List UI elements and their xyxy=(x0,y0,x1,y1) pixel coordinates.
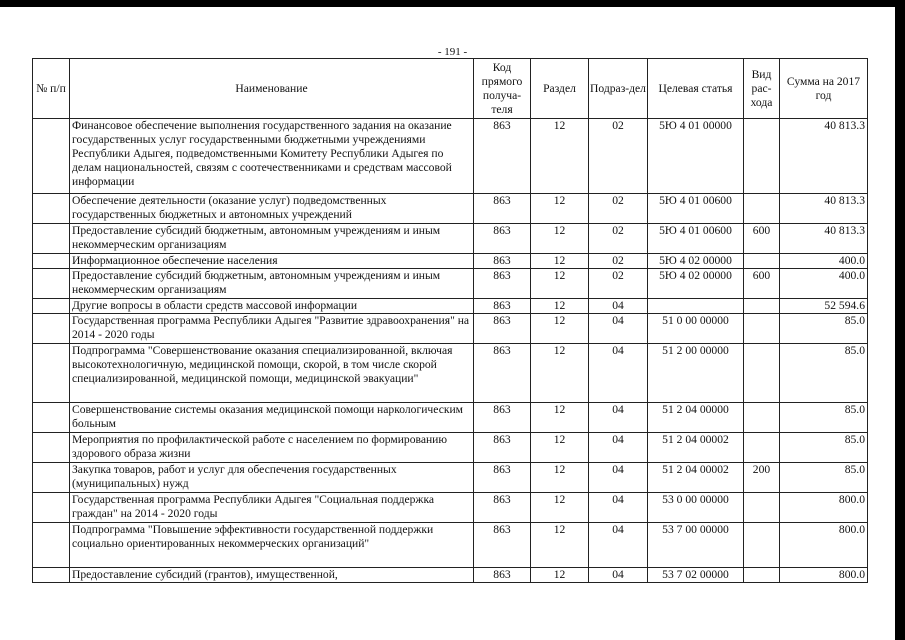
cell-num xyxy=(33,463,70,493)
cell-num xyxy=(33,568,70,583)
header-code: Код прямого получа-теля xyxy=(474,59,531,119)
cell-code: 863 xyxy=(474,463,531,493)
cell-name: Подпрограмма "Совершенствование оказания специализированной, включая высокотехнологичную, медицинской помощи, скорой, в том числе скорой специализированной, медицинской помощи, медицинской эвакуации" xyxy=(70,344,474,403)
cell-subsection: 04 xyxy=(589,463,648,493)
table-row xyxy=(33,523,868,568)
cell-name: Совершенствование системы оказания медицинской помощи наркологическим больным xyxy=(70,403,474,433)
scan-top-border xyxy=(0,0,905,7)
cell-code: 863 xyxy=(474,403,531,433)
cell-subsection: 04 xyxy=(589,433,648,463)
cell-target: 5Ю 4 01 00600 xyxy=(648,194,744,224)
cell-target: 5Ю 4 02 00000 xyxy=(648,254,744,269)
header-amount: Сумма на 2017 год xyxy=(780,59,868,119)
cell-num xyxy=(33,194,70,224)
cell-expense xyxy=(744,403,780,433)
cell-num xyxy=(33,224,70,254)
table-row xyxy=(33,194,868,224)
cell-num xyxy=(33,314,70,344)
cell-name: Обеспечение деятельности (оказание услуг) подведомственных государственных бюджетных и автономных учреждений xyxy=(70,194,474,224)
table-row xyxy=(33,433,868,463)
table-row xyxy=(33,403,868,433)
table-row xyxy=(33,344,868,403)
cell-name: Предоставление субсидий (грантов), имущественной, xyxy=(70,568,474,583)
cell-num xyxy=(33,119,70,194)
cell-amount: 800.0 xyxy=(780,493,868,523)
cell-section: 12 xyxy=(531,314,589,344)
cell-target: 53 7 00 00000 xyxy=(648,523,744,568)
cell-subsection: 04 xyxy=(589,493,648,523)
cell-amount: 85.0 xyxy=(780,314,868,344)
cell-subsection: 04 xyxy=(589,314,648,344)
cell-expense xyxy=(744,314,780,344)
cell-name: Другие вопросы в области средств массовой информации xyxy=(70,299,474,314)
cell-expense: 600 xyxy=(744,224,780,254)
cell-section: 12 xyxy=(531,523,589,568)
cell-subsection: 04 xyxy=(589,299,648,314)
table-row xyxy=(33,568,868,583)
table-row xyxy=(33,463,868,493)
cell-num xyxy=(33,403,70,433)
cell-name: Государственная программа Республики Адыгея "Социальная поддержка граждан" на 2014 - 2020 годы xyxy=(70,493,474,523)
cell-amount: 40 813.3 xyxy=(780,194,868,224)
table-row xyxy=(33,269,868,299)
table-row xyxy=(33,314,868,344)
table-row xyxy=(33,299,868,314)
page-number: - 191 - xyxy=(437,46,468,58)
cell-target: 51 2 04 00002 xyxy=(648,463,744,493)
cell-name: Подпрограмма "Повышение эффективности государственной поддержки социально ориентированных некоммерческих организаций" xyxy=(70,523,474,568)
table-row xyxy=(33,254,868,269)
cell-code: 863 xyxy=(474,568,531,583)
table-body xyxy=(33,119,868,583)
cell-subsection: 02 xyxy=(589,269,648,299)
cell-expense xyxy=(744,433,780,463)
cell-section: 12 xyxy=(531,119,589,194)
cell-expense xyxy=(744,119,780,194)
cell-section: 12 xyxy=(531,299,589,314)
cell-code: 863 xyxy=(474,299,531,314)
cell-target: 53 7 02 00000 xyxy=(648,568,744,583)
cell-name: Предоставление субсидий бюджетным, автономным учреждениям и иным некоммерческим организациям xyxy=(70,224,474,254)
table-row xyxy=(33,224,868,254)
header-target: Целевая статья xyxy=(648,59,744,119)
cell-amount: 40 813.3 xyxy=(780,224,868,254)
cell-target xyxy=(648,299,744,314)
header-section: Раздел xyxy=(531,59,589,119)
cell-target: 5Ю 4 02 00000 xyxy=(648,269,744,299)
cell-name: Предоставление субсидий бюджетным, автономным учреждениям и иным некоммерческим организациям xyxy=(70,269,474,299)
header-subsection: Подраз-дел xyxy=(589,59,648,119)
cell-code: 863 xyxy=(474,433,531,463)
cell-amount: 85.0 xyxy=(780,403,868,433)
cell-num xyxy=(33,493,70,523)
cell-code: 863 xyxy=(474,119,531,194)
cell-target: 51 2 04 00000 xyxy=(648,403,744,433)
cell-expense xyxy=(744,568,780,583)
cell-amount: 85.0 xyxy=(780,433,868,463)
cell-amount: 400.0 xyxy=(780,254,868,269)
cell-target: 5Ю 4 01 00600 xyxy=(648,224,744,254)
cell-amount: 52 594.6 xyxy=(780,299,868,314)
cell-subsection: 02 xyxy=(589,194,648,224)
cell-num xyxy=(33,269,70,299)
table-row xyxy=(33,493,868,523)
cell-code: 863 xyxy=(474,314,531,344)
cell-subsection: 04 xyxy=(589,403,648,433)
cell-name: Финансовое обеспечение выполнения государственного задания на оказание государственных услуг государственными бюджетными учреждениями Республики Адыгея, подведомственными Комитету Республики Адыгея по делам национальностей, связям с соотечественниками и средствам массовой информации xyxy=(70,119,474,194)
cell-code: 863 xyxy=(474,523,531,568)
cell-expense xyxy=(744,523,780,568)
cell-subsection: 04 xyxy=(589,344,648,403)
cell-amount: 400.0 xyxy=(780,269,868,299)
cell-section: 12 xyxy=(531,254,589,269)
cell-num xyxy=(33,523,70,568)
cell-section: 12 xyxy=(531,493,589,523)
cell-name: Государственная программа Республики Адыгея "Развитие здравоохранения" на 2014 - 2020 годы xyxy=(70,314,474,344)
cell-section: 12 xyxy=(531,194,589,224)
table-header-row xyxy=(33,59,868,119)
header-name: Наименование xyxy=(70,59,474,119)
cell-subsection: 02 xyxy=(589,224,648,254)
cell-expense: 200 xyxy=(744,463,780,493)
cell-section: 12 xyxy=(531,433,589,463)
cell-expense xyxy=(744,299,780,314)
cell-code: 863 xyxy=(474,269,531,299)
cell-num xyxy=(33,254,70,269)
budget-table xyxy=(32,58,868,583)
cell-subsection: 04 xyxy=(589,523,648,568)
cell-num xyxy=(33,433,70,463)
cell-name: Информационное обеспечение населения xyxy=(70,254,474,269)
cell-target: 51 2 00 00000 xyxy=(648,344,744,403)
header-num: № п/п xyxy=(33,59,70,119)
cell-num xyxy=(33,299,70,314)
cell-code: 863 xyxy=(474,224,531,254)
cell-amount: 85.0 xyxy=(780,344,868,403)
cell-subsection: 02 xyxy=(589,119,648,194)
cell-section: 12 xyxy=(531,568,589,583)
cell-expense xyxy=(744,194,780,224)
cell-subsection: 04 xyxy=(589,568,648,583)
cell-section: 12 xyxy=(531,269,589,299)
cell-code: 863 xyxy=(474,493,531,523)
table-row xyxy=(33,119,868,194)
cell-target: 51 2 04 00002 xyxy=(648,433,744,463)
cell-code: 863 xyxy=(474,254,531,269)
cell-code: 863 xyxy=(474,344,531,403)
cell-amount: 800.0 xyxy=(780,568,868,583)
cell-expense xyxy=(744,493,780,523)
cell-amount: 85.0 xyxy=(780,463,868,493)
cell-amount: 40 813.3 xyxy=(780,119,868,194)
cell-expense xyxy=(744,344,780,403)
cell-target: 5Ю 4 01 00000 xyxy=(648,119,744,194)
header-expense: Вид рас-хода xyxy=(744,59,780,119)
cell-code: 863 xyxy=(474,194,531,224)
cell-expense xyxy=(744,254,780,269)
cell-section: 12 xyxy=(531,224,589,254)
cell-subsection: 02 xyxy=(589,254,648,269)
cell-num xyxy=(33,344,70,403)
cell-section: 12 xyxy=(531,403,589,433)
scan-right-border xyxy=(895,0,905,640)
cell-target: 51 0 00 00000 xyxy=(648,314,744,344)
cell-name: Мероприятия по профилактической работе с населением по формированию здорового образа жизни xyxy=(70,433,474,463)
cell-section: 12 xyxy=(531,463,589,493)
cell-amount: 800.0 xyxy=(780,523,868,568)
cell-section: 12 xyxy=(531,344,589,403)
cell-name: Закупка товаров, работ и услуг для обеспечения государственных (муниципальных) нужд xyxy=(70,463,474,493)
cell-expense: 600 xyxy=(744,269,780,299)
cell-target: 53 0 00 00000 xyxy=(648,493,744,523)
